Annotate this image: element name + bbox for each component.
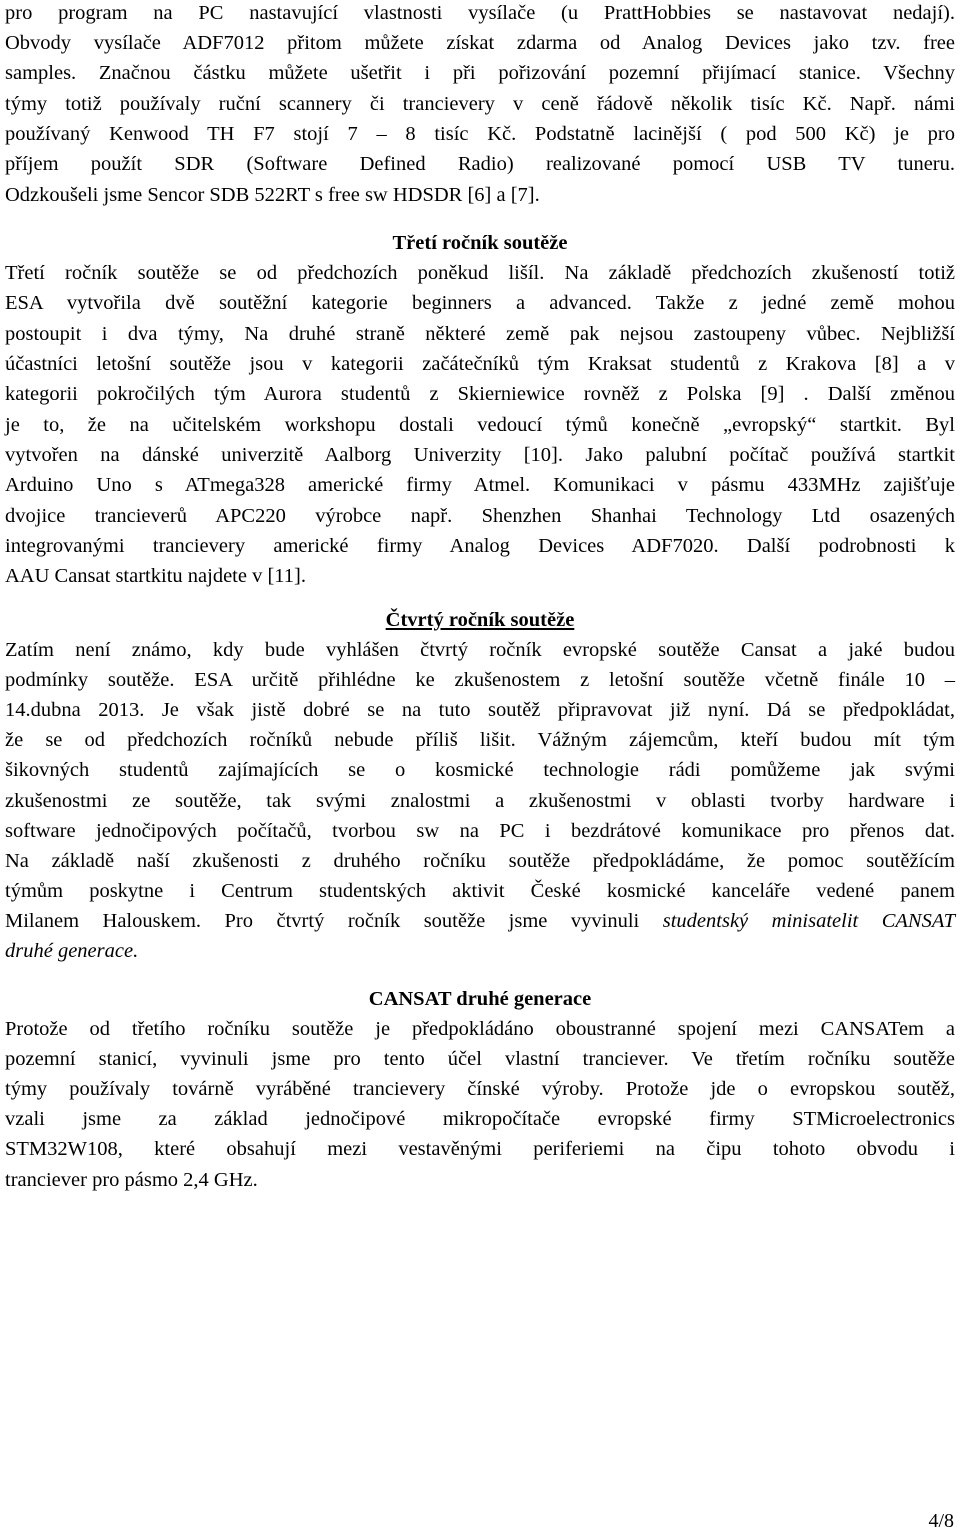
- text-line: Protože od třetího ročníku soutěže je předpokládáno oboustranné spojení mezi CANSATem a: [5, 1018, 955, 1040]
- text-line: používaný Kenwood TH F7 stojí 7 – 8 tisíc Kč. Podstatně lacinější ( pod 500 Kč) je pro: [5, 123, 955, 145]
- section-heading-fourth-year: Čtvrtý ročník soutěže: [385, 609, 575, 631]
- text-line: [5, 904, 955, 938]
- section-heading-third-year: Třetí ročník soutěže: [392, 232, 568, 254]
- text-line: ESA vytvořila dvě soutěžní kategorie beginners a advanced. Takže z jedné země mohou: [5, 292, 955, 314]
- text-line: kategorii pokročilých tým Aurora studentů z Skierniewice rovněž z Polska [9] . Další změnou: [5, 383, 955, 405]
- text-segment-italic: studentský minisatelit CANSAT: [662, 910, 955, 932]
- text-line: týmy totiž používaly ruční scannery či trancievery v ceně řádově několik tisíc Kč. Např. námi: [5, 93, 955, 115]
- text-line: týmům poskytne i Centrum studentských aktivit České kosmické kanceláře vedené panem: [5, 880, 955, 902]
- text-line: Arduino Uno s ATmega328 americké firmy Atmel. Komunikaci v pásmu 433MHz zajišťuje: [5, 474, 955, 496]
- text-line: tranciever pro pásmo 2,4 GHz.: [5, 1169, 258, 1191]
- text-line: vytvořen na dánské univerzitě Aalborg Univerzity [10]. Jako palubní počítač používá startkit: [5, 444, 955, 466]
- page-number: 4/8: [928, 1510, 954, 1532]
- text-line: 14.dubna 2013. Je však jistě dobré se na tuto soutěž připravovat již nyní. Dá se předpokládat,: [5, 699, 955, 721]
- text-line: Na základě naší zkušenosti z druhého ročníku soutěže předpokládáme, že pomoc soutěžícím: [5, 850, 955, 872]
- text-line: Třetí ročník soutěže se od předchozích poněkud lišíl. Na základě předchozích zkušeností totiž: [5, 262, 955, 284]
- text-line: [5, 934, 955, 968]
- text-line: Zatím není známo, kdy bude vyhlášen čtvrtý ročník evropské soutěže Cansat a jaké budou: [5, 639, 955, 661]
- text-segment: Milanem Halouskem. Pro čtvrtý ročník soutěže jsme vyvinuli: [5, 910, 663, 932]
- text-line: týmy používaly továrně vyráběné trancievery čínské výroby. Protože jde o evropskou soutěž,: [5, 1078, 955, 1100]
- text-segment-italic: druhé generace.: [5, 940, 139, 962]
- text-line: je to, že na učitelském workshopu dostali vedoucí týmů konečně „evropský“ startkit. Byl: [5, 414, 955, 436]
- text-line: zkušenostmi ze soutěže, tak svými znalostmi a zkušenostmi v oblasti tvorby hardware i: [5, 790, 955, 812]
- text-line: AAU Cansat startkitu najdete v [11].: [5, 565, 306, 587]
- text-line: samples. Značnou částku můžete ušetřit i při pořizování pozemní přijímací stanice. Všechny: [5, 62, 955, 84]
- text-line: podmínky soutěže. ESA určitě přihlédne ke zkušenostem z letošní soutěže včetně finále 10 –: [5, 669, 955, 691]
- text-line: integrovanými trancievery americké firmy Analog Devices ADF7020. Další podrobnosti k: [5, 535, 955, 557]
- text-line: STM32W108, které obsahují mezi vestavěnými periferiemi na čipu tohoto obvodu i: [5, 1138, 955, 1160]
- text-line: pro program na PC nastavující vlastnosti vysílače (u PrattHobbies se nastavovat nedají).: [5, 2, 955, 24]
- text-line: že se od předchozích ročníků nebude příliš lišit. Vážným zájemcům, kteří budou mít tým: [5, 729, 955, 751]
- text-line: účastníci letošní soutěže jsou v kategorii začátečníků tým Kraksat studentů z Krakova [8] a v: [5, 353, 955, 375]
- text-line: dvojice trancieverů APC220 výrobce např. Shenzhen Shanhai Technology Ltd osazených: [5, 505, 955, 527]
- text-line: šikovných studentů zajímajících se o kosmické technologie rádi pomůžeme jak svými: [5, 759, 955, 781]
- text-line: Odzkoušeli jsme Sencor SDB 522RT s free sw HDSDR [6] a [7].: [5, 184, 540, 206]
- text-line: software jednočipových počítačů, tvorbou sw na PC i bezdrátové komunikace pro přenos dat.: [5, 820, 955, 842]
- text-line: postoupit i dva týmy, Na druhé straně některé země pak nejsou zastoupeny vůbec. Nejbližší: [5, 323, 955, 345]
- text-line: příjem použít SDR (Software Defined Radio) realizované pomocí USB TV tuneru.: [5, 153, 955, 175]
- text-line: Obvody vysílače ADF7012 přitom můžete získat zdarma od Analog Devices jako tzv. free: [5, 32, 955, 54]
- text-line: pozemní stanicí, vyvinuli jsme pro tento účel vlastní tranciever. Ve třetím ročníku soutěže: [5, 1048, 955, 1070]
- text-line: vzali jsme za základ jednočipové mikropočítače evropské firmy STMicroelectronics: [5, 1108, 955, 1130]
- section-heading-cansat-second-gen: CANSAT druhé generace: [368, 988, 592, 1010]
